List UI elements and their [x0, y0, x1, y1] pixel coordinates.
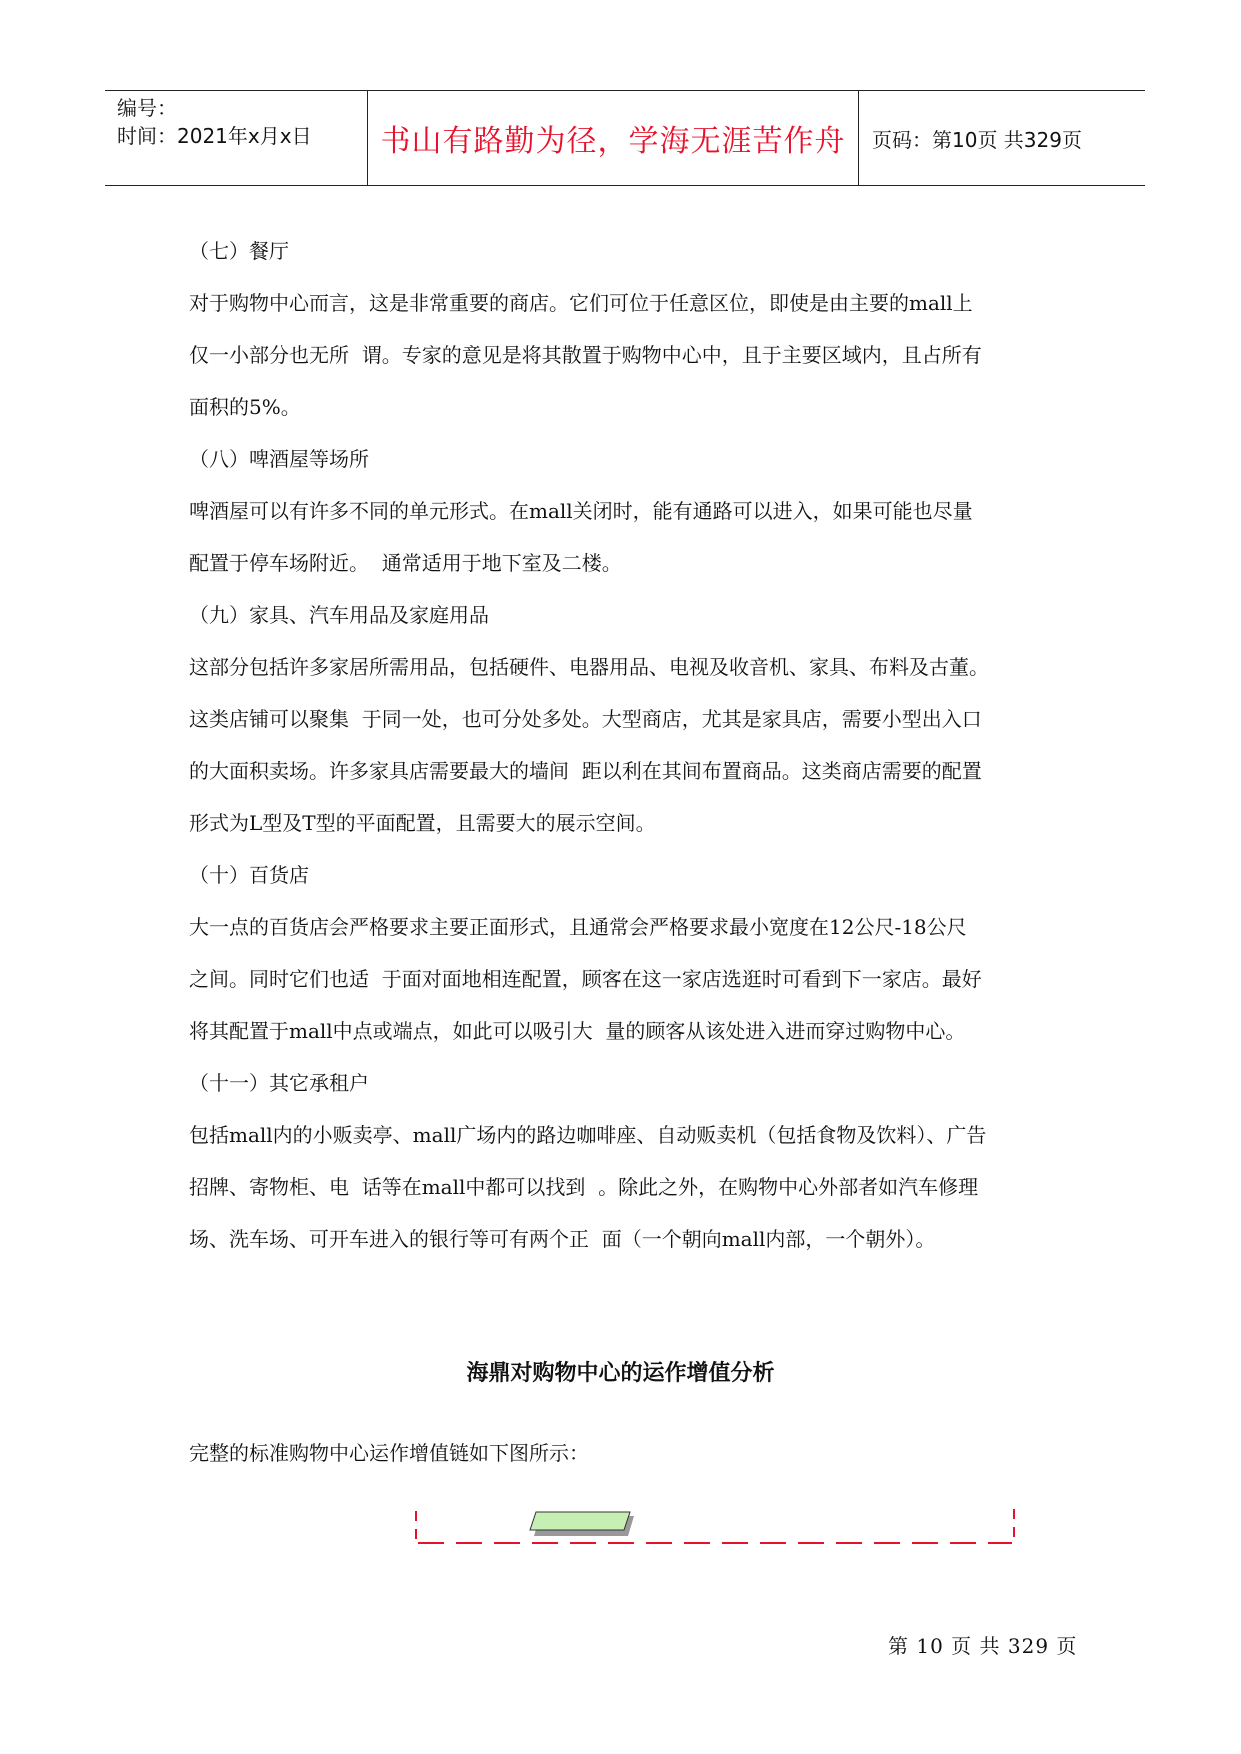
paragraph-line: 配置于停车场附近。 通常适用于地下室及二楼。: [189, 551, 622, 575]
paragraph-line: 场、洗车场、可开车进入的银行等可有两个正 面（一个朝向mall内部，一个朝外）。: [189, 1227, 936, 1251]
paragraph-line: 对于购物中心而言，这是非常重要的商店。它们可位于任意区位，即使是由主要的mall上: [189, 291, 973, 315]
heading-furniture: （九）家具、汽车用品及家庭用品: [189, 603, 489, 627]
section-heading: 海鼎对购物中心的运作增值分析: [466, 1361, 775, 1386]
heading-other-tenants: （十一）其它承租户: [189, 1071, 369, 1095]
document-time-label: 时间：2021年x月x日: [117, 124, 312, 148]
paragraph-line: 招牌、寄物柜、电 话等在mall中都可以找到 。除此之外，在购物中心外部者如汽车修理: [189, 1175, 979, 1199]
heading-restaurant: （七）餐厅: [189, 239, 289, 263]
header-meta: [105, 91, 368, 185]
paragraph-line: 形式为L型及T型的平面配置，且需要大的展示空间。: [189, 811, 656, 835]
document-body: [189, 225, 1069, 1265]
header-motto: 书山有路勤为径，学海无涯苦作舟: [368, 91, 859, 185]
paragraph-line: 将其配置于mall中点或端点，如此可以吸引大 量的顾客从该处进入进而穿过购物中心。: [189, 1019, 966, 1043]
page-footer: 第 10 页 共 329 页: [888, 1634, 1078, 1658]
heading-department-store: （十）百货店: [189, 863, 309, 887]
header-table: [105, 90, 1145, 186]
diagram-intro-text: 完整的标准购物中心运作增值链如下图所示：: [189, 1441, 589, 1465]
header-page-number: 页码：第10页 共329页: [872, 127, 1082, 152]
value-chain-diagram-fragment: [410, 1506, 1030, 1566]
paragraph-line: 面积的5%。: [189, 395, 301, 419]
paragraph-line: 之间。同时它们也适 于面对面地相连配置，顾客在这一家店选逛时可看到下一家店。最好: [189, 967, 982, 991]
diagram-process-box: [530, 1512, 630, 1530]
paragraph-line: 仅一小部分也无所 谓。专家的意见是将其散置于购物中心中，且于主要区域内，且占所有: [189, 343, 982, 367]
paragraph-line: 包括mall内的小贩卖亭、mall广场内的路边咖啡座、自动贩卖机（包括食物及饮料）、广告: [189, 1123, 987, 1147]
paragraph-line: 这部分包括许多家居所需用品，包括硬件、电器用品、电视及收音机、家具、布料及古董。: [189, 655, 989, 679]
paragraph-line: 啤酒屋可以有许多不同的单元形式。在mall关闭时，能有通路可以进入，如果可能也尽量: [189, 499, 973, 523]
paragraph-line: 的大面积卖场。许多家具店需要最大的墙间 距以利在其间布置商品。这类商店需要的配置: [189, 759, 982, 783]
paragraph-line: 这类店铺可以聚集 于同一处，也可分处多处。大型商店，尤其是家具店，需要小型出入口: [189, 707, 982, 731]
document-number-label: 编号：: [117, 96, 177, 120]
heading-beer-house: （八）啤酒屋等场所: [189, 447, 369, 471]
paragraph-line: 大一点的百货店会严格要求主要正面形式，且通常会严格要求最小宽度在12公尺-18公尺: [189, 915, 967, 939]
